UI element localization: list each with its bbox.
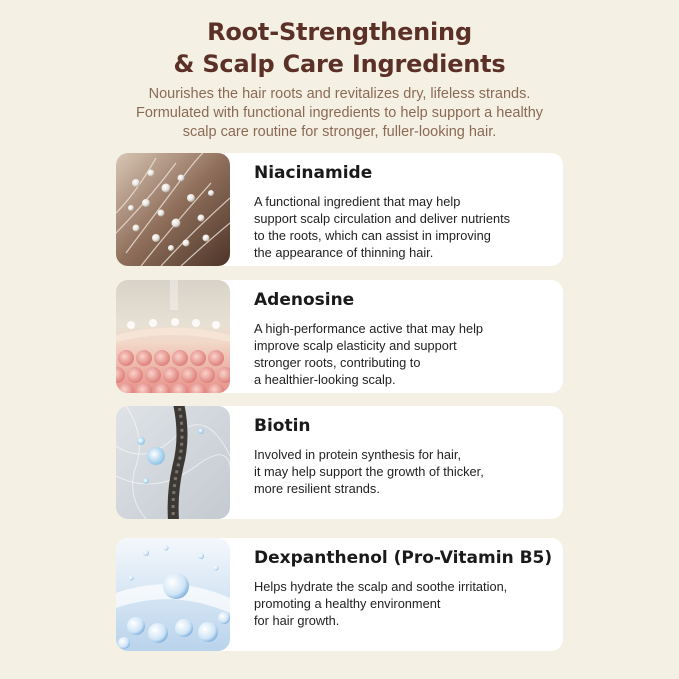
ingredient-name: Adenosine <box>254 290 355 310</box>
ingredient-name: Dexpanthenol (Pro-Vitamin B5) <box>254 548 553 568</box>
description-line: improve scalp elasticity and support <box>254 338 457 353</box>
ingredient-name: Niacinamide <box>254 163 373 183</box>
description-line: stronger roots, contributing to <box>254 355 421 370</box>
description-line: a healthier-looking scalp. <box>254 372 396 387</box>
ingredient-name: Biotin <box>254 416 311 436</box>
dexpanthenol-image <box>116 538 230 651</box>
ingredient-description <box>254 446 554 497</box>
biotin-image <box>116 406 230 519</box>
page-subtitle <box>0 85 679 142</box>
hydration-bubbles-illustration <box>116 538 230 651</box>
hair-strand-illustration <box>116 406 230 519</box>
ingredient-description <box>254 193 554 261</box>
description-line: promoting a healthy environment <box>254 596 441 611</box>
title-line-2: & Scalp Care Ingredients <box>173 50 506 78</box>
description-line: A high-performance active that may help <box>254 321 484 336</box>
description-line: more resilient strands. <box>254 481 380 496</box>
skin-cells-illustration <box>116 280 230 393</box>
adenosine-image <box>116 280 230 393</box>
page-title <box>0 16 679 80</box>
niacinamide-image <box>116 153 230 266</box>
description-line: Involved in protein synthesis for hair, <box>254 447 461 462</box>
description-line: to the roots, which can assist in improving <box>254 228 491 243</box>
description-line: for hair growth. <box>254 613 340 628</box>
description-line: Helps hydrate the scalp and soothe irritation, <box>254 579 508 594</box>
description-line: support scalp circulation and deliver nutrients <box>254 211 511 226</box>
title-line-1: Root-Strengthening <box>207 18 472 46</box>
ingredient-description <box>254 578 554 629</box>
subtitle-line: Nourishes the hair roots and revitalizes dry, lifeless strands. <box>148 86 531 102</box>
hair-droplets-illustration <box>116 153 230 266</box>
subtitle-line: Formulated with functional ingredients to help support a healthy <box>135 105 544 121</box>
description-line: A functional ingredient that may help <box>254 194 461 209</box>
subtitle-line: scalp care routine for stronger, fuller-looking hair. <box>182 124 497 140</box>
description-line: the appearance of thinning hair. <box>254 245 434 260</box>
description-line: it may help support the growth of thicker, <box>254 464 484 479</box>
ingredient-description <box>254 320 554 388</box>
